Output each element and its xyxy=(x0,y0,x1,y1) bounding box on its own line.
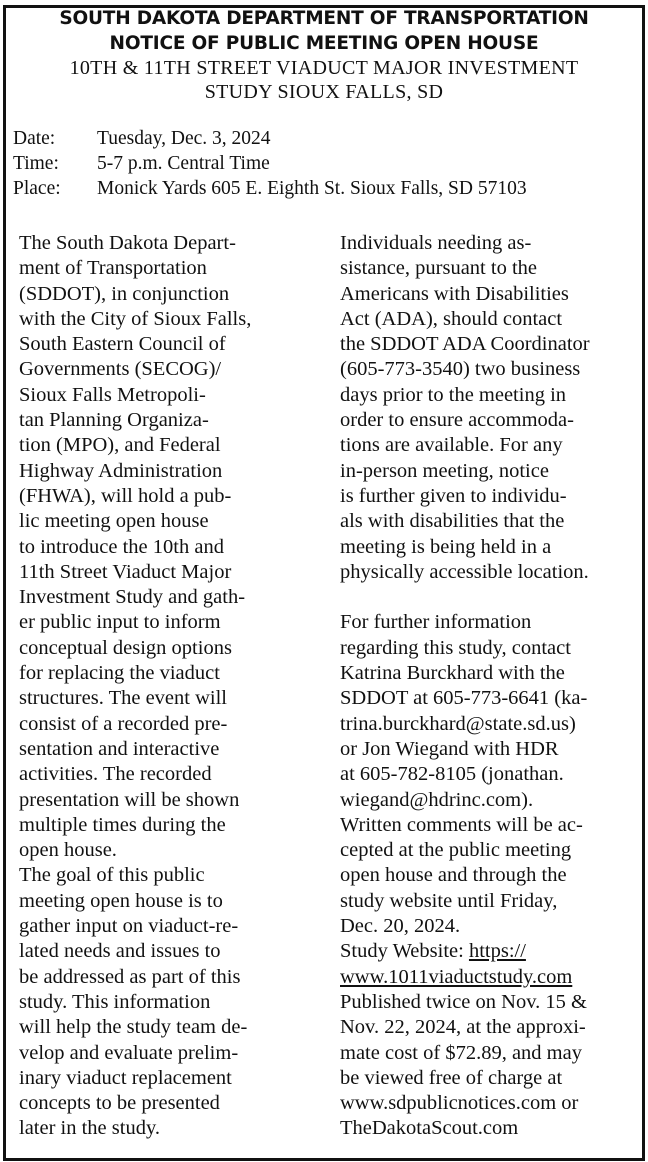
place-row xyxy=(13,176,527,201)
body-line: er public input to inform xyxy=(19,611,221,634)
website-link-continued[interactable]: www.1011viaductstudy.com xyxy=(340,965,573,988)
agency-title: SOUTH DAKOTA DEPARTMENT OF TRANSPORTATION xyxy=(59,8,589,29)
info-line: Dec. 20, 2024. xyxy=(340,915,461,938)
ada-line: in-person meeting, notice xyxy=(340,459,549,482)
body-line: activities. The recorded xyxy=(19,763,212,786)
info-line: wiegand@hdrinc.com). xyxy=(340,788,534,811)
body-line: later in the study. xyxy=(19,1117,160,1140)
ada-line: tions are available. For any xyxy=(340,434,563,457)
info-line: study website until Friday, xyxy=(340,889,558,912)
info-line: For further information xyxy=(340,611,532,634)
info-line: SDDOT at 605-773-6641 (ka- xyxy=(340,687,588,710)
info-line: trina.burckhard@state.sd.us) xyxy=(340,712,576,735)
ada-line: Individuals needing as- xyxy=(340,232,532,254)
website-link[interactable]: https:// xyxy=(468,940,526,963)
body-line: (FHWA), will hold a pub- xyxy=(19,484,232,507)
published-line: Published twice on Nov. 15 & xyxy=(340,990,587,1013)
body-line: structures. The event will xyxy=(19,687,227,710)
meeting-details xyxy=(13,126,527,201)
info-line: open house and through the xyxy=(340,864,567,887)
ada-line: meeting is being held in a xyxy=(340,535,552,558)
ada-line: Act (ADA), should contact xyxy=(340,307,563,330)
body-line: concepts to be presented xyxy=(19,1092,220,1115)
place-label: Place: xyxy=(13,178,61,199)
date-row xyxy=(13,126,527,151)
body-line: conceptual design options xyxy=(19,636,232,659)
published-line: Nov. 22, 2024, at the approxi- xyxy=(340,1016,586,1039)
body-line: meeting open house is to xyxy=(19,889,223,912)
body-line: gather input on viaduct-re- xyxy=(19,915,239,938)
body-line: tan Planning Organiza- xyxy=(19,409,209,432)
ada-line: the SDDOT ADA Coordinator xyxy=(340,333,590,356)
body-line: to introduce the 10th and xyxy=(19,535,224,558)
body-line: multiple times during the xyxy=(19,813,226,836)
time-value: 5-7 p.m. Central Time xyxy=(97,153,270,174)
paragraph-gap xyxy=(340,585,640,610)
ada-line: physically accessible location. xyxy=(340,560,589,583)
ada-line: Americans with Disabilities xyxy=(340,282,569,305)
published-line: www.sdpublicnotices.com or xyxy=(340,1092,579,1115)
info-line: at 605-782-8105 (jonathan. xyxy=(340,763,564,786)
info-line: regarding this study, contact xyxy=(340,636,571,659)
ada-line: sistance, pursuant to the xyxy=(340,257,537,280)
body-line: sentation and interactive xyxy=(19,737,220,760)
website-row xyxy=(340,939,640,964)
info-line: Katrina Burckhard with the xyxy=(340,662,565,685)
body-line: lated needs and issues to xyxy=(19,940,221,963)
body-line: presentation will be shown xyxy=(19,788,240,811)
notice-title: NOTICE OF PUBLIC MEETING OPEN HOUSE xyxy=(109,33,539,54)
body-line: Sioux Falls Metropoli- xyxy=(19,383,206,406)
body-line: lic meeting open house xyxy=(19,510,209,533)
study-title-line1: 10TH & 11TH STREET VIADUCT MAJOR INVESTMENT xyxy=(69,57,579,79)
body-line: (SDDOT), in conjunction xyxy=(19,282,230,305)
body-line: inary viaduct replacement xyxy=(19,1066,232,1089)
body-line: be addressed as part of this xyxy=(19,965,241,988)
date-value: Tuesday, Dec. 3, 2024 xyxy=(97,128,271,149)
body-line: Highway Administration xyxy=(19,459,223,482)
ada-line: (605-773-3540) two business xyxy=(340,358,581,381)
ada-line: days prior to the meeting in xyxy=(340,383,567,406)
place-value: Monick Yards 605 E. Eighth St. Sioux Falls, SD 57103 xyxy=(97,178,527,199)
ada-line: is further given to individu- xyxy=(340,484,567,507)
body-line: open house. xyxy=(19,839,117,862)
time-label: Time: xyxy=(13,153,59,174)
info-line: Written comments will be ac- xyxy=(340,813,583,836)
body-line: velop and evaluate prelim- xyxy=(19,1041,239,1064)
right-column-text xyxy=(340,231,640,1142)
published-line: be viewed free of charge at xyxy=(340,1066,563,1089)
body-line: consist of a recorded pre- xyxy=(19,712,228,735)
body-line: The goal of this public xyxy=(19,864,205,887)
body-line: for replacing the viaduct xyxy=(19,662,220,685)
body-line: South Eastern Council of xyxy=(19,333,226,356)
body-line: study. This information xyxy=(19,990,211,1013)
info-line: cepted at the public meeting xyxy=(340,839,572,862)
left-column-text xyxy=(19,231,319,1142)
body-line: Governments (SECOG)/ xyxy=(19,358,222,381)
date-label: Date: xyxy=(13,128,56,149)
ada-line: als with disabilities that the xyxy=(340,510,565,533)
body-line: with the City of Sioux Falls, xyxy=(19,307,252,330)
body-line: 11th Street Viaduct Major xyxy=(19,560,232,583)
study-title-line2: STUDY SIOUX FALLS, SD xyxy=(204,81,444,103)
body-line: tion (MPO), and Federal xyxy=(19,434,221,457)
body-line: The South Dakota Depart- xyxy=(19,232,236,254)
info-line: or Jon Wiegand with HDR xyxy=(340,737,559,760)
notice-header xyxy=(0,6,648,104)
body-line: ment of Transportation xyxy=(19,257,207,280)
body-line: will help the study team de- xyxy=(19,1016,248,1039)
published-line: TheDakotaScout.com xyxy=(340,1117,519,1140)
time-row xyxy=(13,151,527,176)
website-label: Study Website: xyxy=(340,940,464,963)
body-line: Investment Study and gath- xyxy=(19,586,246,609)
published-line: mate cost of $72.89, and may xyxy=(340,1041,582,1064)
ada-line: order to ensure accommoda- xyxy=(340,409,574,432)
